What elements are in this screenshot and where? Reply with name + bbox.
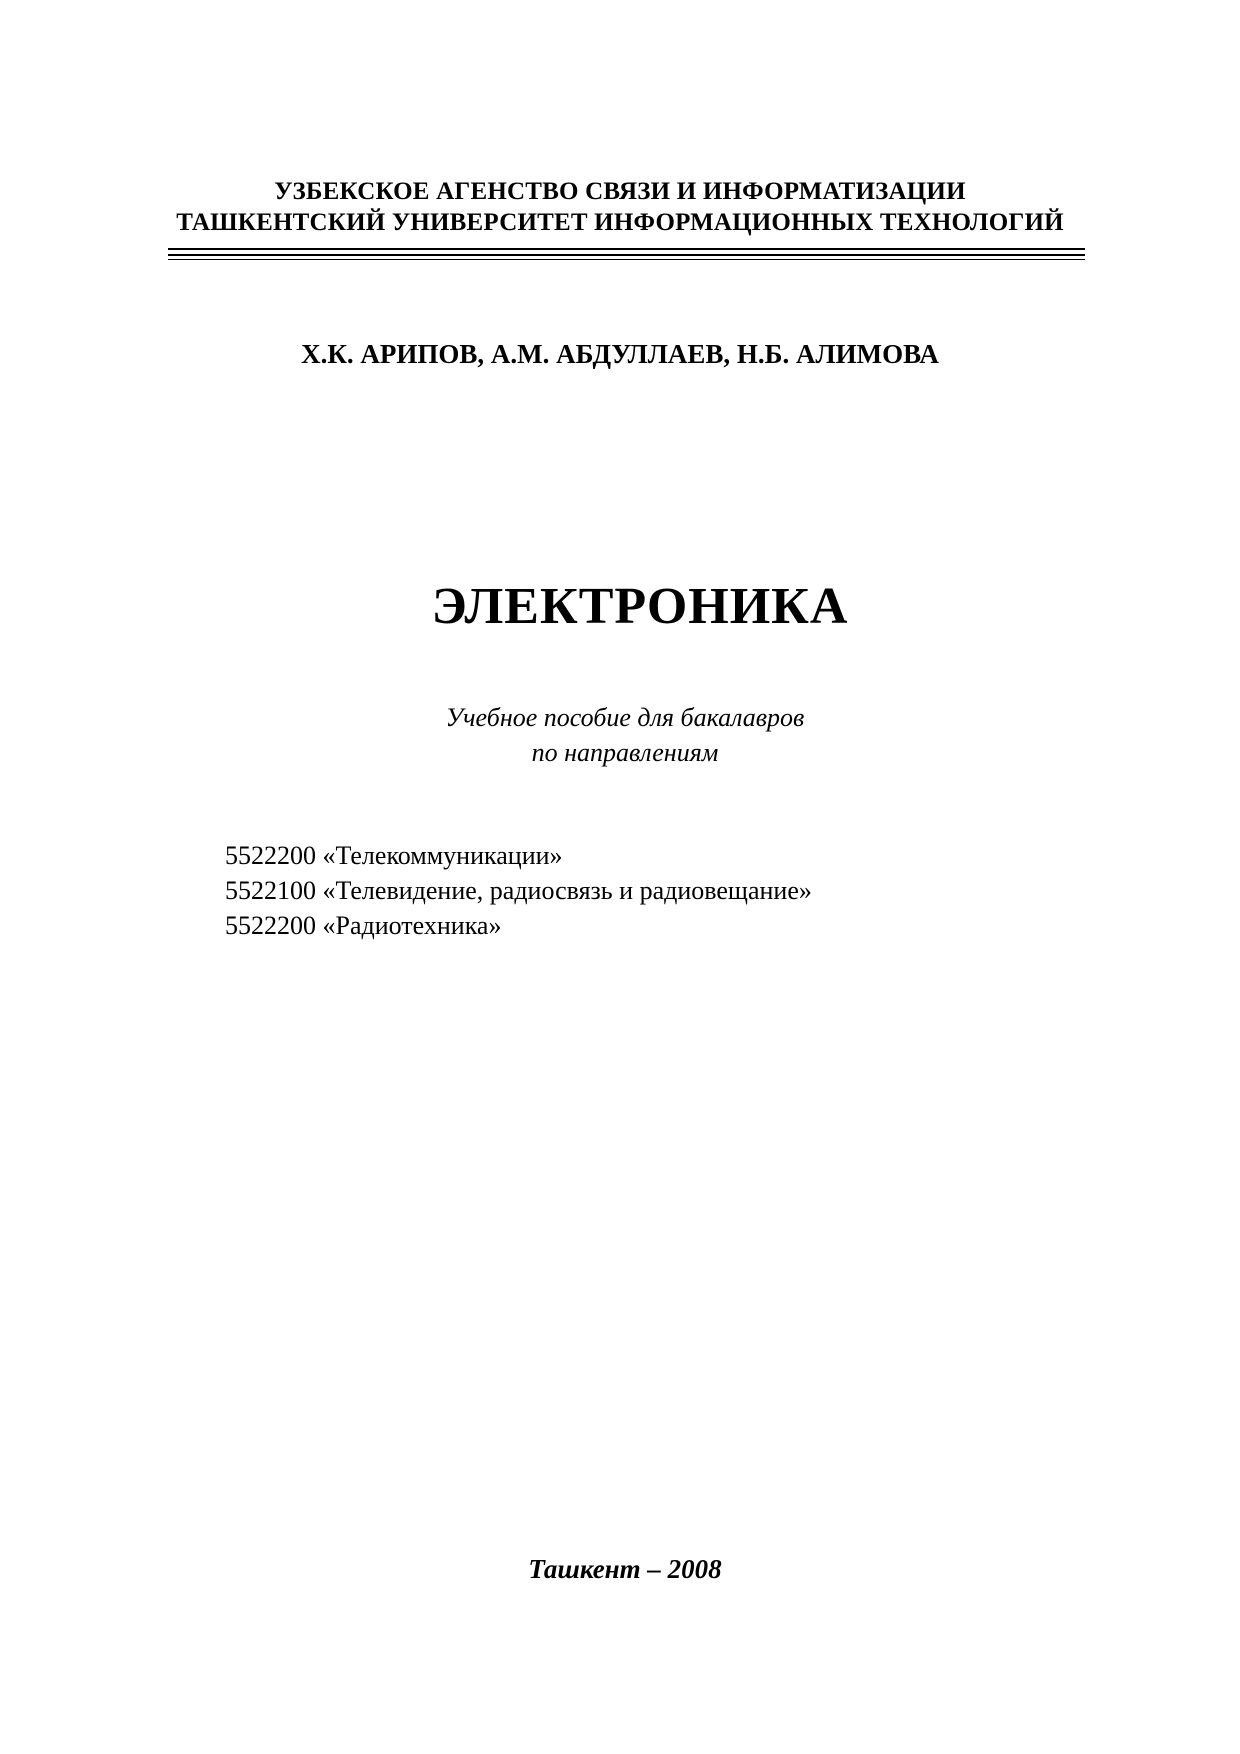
program-item: 5522200 «Телекоммуникации» [225, 841, 563, 870]
institution-header [0, 176, 1240, 238]
program-item: 5522100 «Телевидение, радиосвязь и радиовещание» [225, 876, 812, 905]
agency-name: УЗБЕКСКОЕ АГЕНСТВО СВЯЗИ И ИНФОРМАТИЗАЦИИ [274, 178, 966, 205]
header-rule-top [168, 248, 1085, 250]
university-name: ТАШКЕНТСКИЙ УНИВЕРСИТЕТ ИНФОРМАЦИОННЫХ ТЕХНОЛОГИЙ [176, 209, 1064, 236]
place-year: Ташкент – 2008 [528, 1554, 722, 1584]
subtitle-line-2: по направлениям [531, 738, 719, 767]
program-list [225, 838, 812, 943]
header-rule-bottom [168, 259, 1085, 260]
authors: Х.К. АРИПОВ, А.М. АБДУЛЛАЕВ, Н.Б. АЛИМОВА [301, 339, 939, 369]
book-subtitle [0, 700, 1240, 770]
book-title: ЭЛЕКТРОНИКА [431, 578, 849, 635]
subtitle-line-1: Учебное пособие для бакалавров [445, 703, 805, 732]
header-rule-middle [168, 254, 1085, 256]
program-item: 5522200 «Радиотехника» [225, 911, 502, 940]
